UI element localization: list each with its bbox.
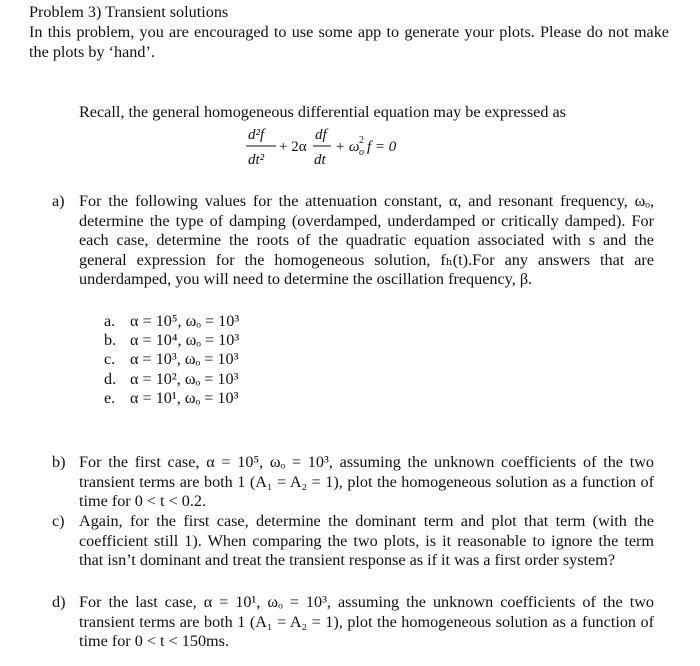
question-d-text: For the last case, α = 10¹, ωₒ = 10³, assuming the unknown coefficients of the two transient terms are both 1 (A₁ = A₂ = 1), plot the homogeneous solution as a function of time for 0 < t < 150ms. <box>79 593 654 650</box>
eq-term-omega: + ω <box>335 139 360 155</box>
question-a-label: a) <box>52 192 65 210</box>
eq-omega-subscript: o <box>359 147 364 158</box>
question-b-text: For the first case, α = 10⁵, ωₒ = 10³, assuming the unknown coefficients of the two transient terms are both 1 (A₁ = A₂ = 1), plot the homogeneous solution as a function of time for 0 < t < 0.2. <box>79 453 654 510</box>
question-a <box>52 192 654 290</box>
case-item <box>104 370 239 389</box>
case-item <box>104 389 239 408</box>
differential-equation <box>246 124 446 172</box>
case-label: d. <box>104 369 117 388</box>
problem-title: Problem 3) Transient solutions <box>29 3 229 21</box>
eq-tail: f = 0 <box>367 139 397 155</box>
case-values: α = 10⁵, ωₒ = 10³ <box>130 312 240 330</box>
question-c-label: c) <box>52 512 65 530</box>
question-c <box>52 512 654 571</box>
case-label: c. <box>104 350 116 369</box>
eq-term-2alpha: + 2α <box>279 139 307 155</box>
case-values: α = 10¹, ωₒ = 10³ <box>130 388 239 407</box>
case-label: e. <box>104 388 116 407</box>
question-b-label: b) <box>52 453 66 471</box>
eq-omega-exponent: 2 <box>359 135 364 146</box>
damping-cases-list <box>104 312 239 408</box>
case-values: α = 10², ωₒ = 10³ <box>130 369 239 388</box>
case-item <box>104 312 239 331</box>
eq-denominator-1: dt² <box>248 152 265 168</box>
question-d-label: d) <box>52 593 66 611</box>
case-item <box>104 350 239 369</box>
case-item <box>104 331 239 350</box>
question-b <box>52 453 654 512</box>
case-label: b. <box>104 331 117 350</box>
problem-intro: In this problem, you are encouraged to use some app to generate your plots. Please do not make the plots by ‘hand’. <box>29 23 669 61</box>
eq-numerator-2: df <box>315 127 327 143</box>
case-values: α = 10³, ωₒ = 10³ <box>130 350 239 369</box>
eq-numerator-1: d²f <box>248 127 265 143</box>
question-c-text: Again, for the first case, determine the dominant term and plot that term (with the coefficient still 1). When comparing the two plots, is it reasonable to ignore the term that isn’t dominant and treat the transient response as if it was a first order system? <box>79 512 654 569</box>
case-label: a. <box>104 312 116 330</box>
question-a-text: For the following values for the attenuation constant, α, and resonant frequency, ωₒ, determine the type of damping (overdamped, underdamped or critically damped). For each case, determine the roots of the quadratic equation associated with s and the general expression for the homogeneous solution, fₕ(t).For any answers that are underdamped, you will need to determine the oscillation frequency, β. <box>79 192 654 288</box>
question-d <box>52 593 654 652</box>
case-values: α = 10⁴, ωₒ = 10³ <box>130 331 240 350</box>
recall-text: Recall, the general homogeneous differential equation may be expressed as <box>79 103 566 121</box>
eq-denominator-2: dt <box>314 152 326 168</box>
